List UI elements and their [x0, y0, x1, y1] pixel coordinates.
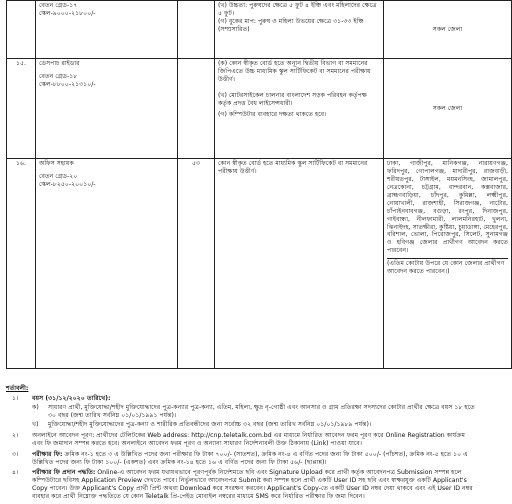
qualification-cell — [215, 159, 384, 369]
qualification-line: (গ) কম্পিউটার ব্যবহারে দক্ষতা থাকতে হবে। — [218, 110, 327, 118]
district-cell — [384, 1, 512, 59]
post-cell — [36, 59, 178, 159]
qualification-line: (ক) কোন স্বীকৃত বোর্ড হতে অন্যূন দ্বিতীয় বিভাগ বা সমমানের জিপিএতে উচ্চ মাধ্যমিক স্কুল সার্টিফিকেট বা সমমানের পরীক্ষায় উত্তীর্ণ। — [218, 60, 371, 83]
condition-sub — [32, 404, 476, 420]
conditions-heading: শর্তাবলী: — [6, 385, 29, 392]
district-cell — [384, 159, 512, 369]
sub-text: সাধারণ প্রার্থী, মুক্তিযোদ্ধা/শহীদ মুক্তিযোদ্ধাদের পুত্র-কন্যার পুত্র-কন্যা, এতিম, মহিলা, ক্ষুদ্র নৃ-গোষ্ঠী এবং আনসার ও গ্রাম প্রতিরক্ষা সদস্যদের কোটার প্রার্থীর ক্ষেত্রে বয়স ১৮ হতে ৩০ বছর (জন্ম তারিখ সর্বনিম্ন ০১/০১/১৯৯১ পর্যন্ত)। — [48, 403, 475, 419]
post-scale: স্কেল-৯০০০-২১৮০০/- — [39, 9, 96, 17]
post-grade: বেতন গ্রেড-১৮ — [39, 72, 78, 80]
qualification-line: (খ) মোটরসাইকেল চালনার বাংলাদেশ সড়ক পরিবহন কর্তৃপক্ষ কর্তৃক প্রদত্ত বৈধ লাইসেন্সধারী। — [218, 91, 367, 107]
vacancy-cell: ৫৩ — [178, 159, 215, 369]
condition-sub — [32, 421, 476, 429]
qualification-cell — [215, 59, 384, 159]
posts-table — [6, 0, 512, 369]
post-grade: বেতন গ্রেড-২০ — [39, 172, 78, 180]
district-text: ঢাকা, গাজীপুর, মানিকগঞ্জ, নারায়ণগঞ্জ, ফরিদপুর, গোপালগঞ্জ, মাদারীপুর, রাজবাড়ী, শরীয়তপুর, টাঙ্গাইল, ময়মনসিংহ, জামালপুর, নেত্রকোনা, চট্টগ্রাম, বান্দরবান, কক্সবাজার, ব্রাহ্মণবাড়িয়া, চাঁদপুর, কুমিল্লা, লক্ষ্মীপুর, নোয়াখালী, রাজশাহী, সিরাজগঞ্জ, নাটোর, চাঁপাইনবাবগঞ্জ, বগুড়া, রংপুর, দিনাজপুর, গাইবান্ধা, নীলফামারী, লালমনিরহাট, খুলনা, ঝিনাইদহ, সাতক্ষীরা, কুষ্টিয়া, চুয়াডাঙ্গা, মেহেরপুর, বরিশাল, ভোলা, পিরোজপুর, সিলেট, সুনামগঞ্জ ও হবিগঞ্জ জেলার প্রার্থীগণ আবেদন করতে পারবেন। — [387, 160, 508, 255]
qualification-line: (গ) বুকের মাপ: পুরুষ ও মহিলা উভয়ের ক্ষেত্রে ৩১-৩৩ ইঞ্চি (সম্প্রসারিত) — [218, 17, 364, 33]
qualification-cell — [215, 1, 384, 59]
sub-text: মুক্তিযোদ্ধা/শহীদ মুক্তিযোদ্ধাদের পুত্র-কন্যা ও শারীরিক প্রতিবন্ধীদের জন্য সর্বোচ্চ ৩২ বছর (জন্ম তারিখ সর্বনিম্ন ০১/০১/১৯৮৯ পর্যন্ত)। — [48, 420, 372, 428]
condition-title: পরীক্ষার ফি: — [32, 450, 63, 458]
serial-cell — [7, 1, 36, 59]
table-row — [7, 1, 512, 59]
post-title: ডেসপাচ রাইডার — [39, 60, 80, 67]
condition-item — [6, 432, 476, 448]
district-text: সকল জেলা — [432, 25, 463, 33]
condition-item — [6, 395, 476, 429]
post-scale: স্কেল-৮২৫০-২০০১০/- — [39, 180, 96, 188]
table-row — [7, 159, 512, 369]
condition-text: অনলাইনে আবেদন পূরণ: প্রার্থীদের টেলিটকের Web address: http://cnp.teletalk.com.bd এর মাধ্যমে নির্ধারিত আবেদন ফরম পূরণ করে Online Registration কার্যক্রম এবং ফি জমাদান সম্পন্ন করতে হবে। অনলাইনে আবেদন ফরম পূরণ ও অন্যান্য সাধারণ নির্দেশনাবলী উক্ত ঠিকানায় (Link) পাওয়া যাবে। — [32, 431, 465, 447]
condition-number: ২। — [12, 431, 19, 439]
district-cell — [384, 59, 512, 159]
condition-number: ৩। — [12, 450, 19, 458]
condition-item — [6, 469, 476, 501]
sub-key: ক) — [32, 403, 39, 411]
condition-title: বয়স (৩১/১২/২০২০ তারিখে): — [32, 394, 111, 402]
serial-cell: ১৫. — [7, 59, 36, 159]
vacancy-cell — [178, 1, 215, 59]
condition-title: পরীক্ষার ফি প্রদান পদ্ধতি: — [32, 469, 96, 477]
qualification-line: কোন স্বীকৃত বোর্ড হতে মাধ্যমিক স্কুল সার্টিফিকেট বা সমমানের পরীক্ষায় উত্তীর্ণ। — [218, 160, 368, 175]
post-grade: বেতন গ্রেড-১৭ — [39, 2, 78, 9]
post-cell — [36, 1, 178, 59]
conditions-section — [6, 385, 476, 504]
post-scale: স্কেল-৮৮০০-২১৩১০/- — [39, 80, 96, 88]
district-note: (এতিম কোটায় উপরে যে কোন জেলার প্রার্থীগণ আবেদন করতে পারবেন।) — [387, 258, 508, 276]
sub-key: খ) — [32, 420, 39, 428]
serial-cell: ১৬. — [7, 159, 36, 369]
condition-text: Online-এ আবেদন ফরম যথাযথভাবে পূরণপূর্বক নির্দেশমতে ছবি এবং Signature Upload করে প্রার্থী কর্তৃক আবেদনপত্র Submission সম্পন্ন হলে কম্পিউটারে ছবিসহ Application Preview দেখতে পাবে। নির্ভুলভাবে আবেদনপত্র Submit করা সম্পন্ন হলে প্রার্থী একটি User ID সহ ছবি এবং স্বাক্ষরযুক্ত একটি Applicant's Copy পাবেন। উক্ত Applicant's Copy প্রার্থী প্রিন্ট অথবা Download করে সংরক্ষণ করবেন। Applicant's Copy-তে একটি User ID নম্বর দেয়া থাকবে এবং এই User ID নম্বর ব্যবহার করে প্রার্থী নিম্নোক্ত পদ্ধতিতে যে কোন Teletalk প্রি-পেইড মোবাইল নম্বরের মাধ্যমে SMS করে নির্ধারিত পরীক্ষার ফি জমা দিবেন। — [32, 469, 473, 501]
vacancy-cell — [178, 59, 215, 159]
condition-item — [6, 451, 476, 467]
qualification-line: (খ) উচ্চতা: পুরুষদের ক্ষেত্রে ৫ ফুট ৪ ইঞ্চি এবং মহিলাদের ক্ষেত্রে ৫ ফুট। — [218, 2, 377, 17]
table-row — [7, 59, 512, 159]
condition-text: ক্রমিক নং-১ হতে ৩ এ উল্লিখিত পদের জন্য পরীক্ষার ফি টাকা ৭০০/- (সাতশত), ক্রমিক নং-৪ এ বর্ণিত পদের জন্য ফি টাকা ৫০০/- (পাঁচশত), ক্রমিক নং-৫ হতে ১০ এ উল্লিখিত পদের জন্য ফি টাকা ১০০/- (একশত) এবং ক্রমিক নং-১৪ হতে ১৬ এ বর্ণিত পদের জন্য ফি টাকা ৫৬/- (ছাপ্পান্ন)। — [32, 450, 468, 466]
district-text: সকল জেলা — [432, 104, 463, 112]
condition-number: ৪। — [12, 469, 19, 477]
post-cell — [36, 159, 178, 369]
condition-number: ১। — [12, 394, 19, 402]
post-title: অফিস সহায়ক — [39, 160, 74, 167]
